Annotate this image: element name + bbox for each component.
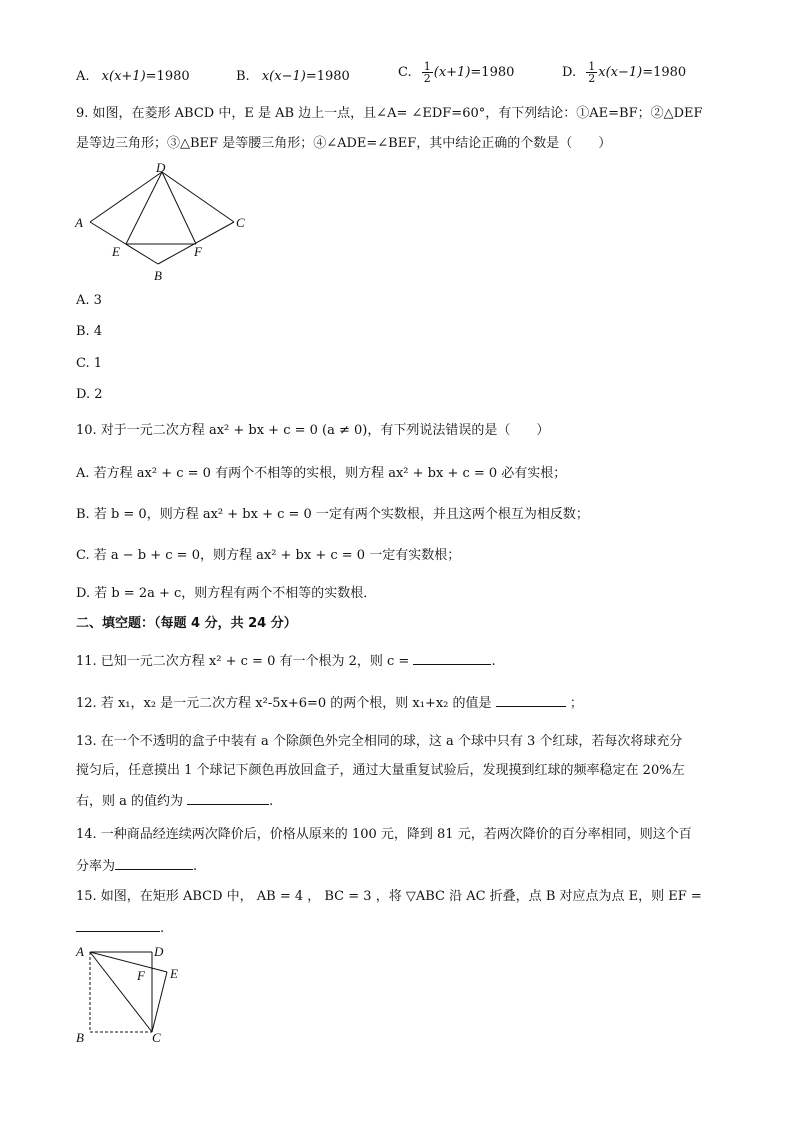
q10-option-d[interactable]: D. 若 b = 2a + c，则方程有两个不相等的实数根．	[76, 586, 377, 601]
edge-de	[126, 172, 162, 244]
q9-option-a[interactable]: A. 3	[76, 293, 102, 308]
q14-line2: 分率为 .	[76, 855, 197, 877]
fraction: $\frac{1}{2}$	[423, 60, 431, 85]
edge-ab	[90, 222, 158, 264]
fraction: $\frac{1}{2}$	[588, 60, 596, 85]
edge-df	[162, 172, 196, 244]
q11: 11. 已知一元二次方程 x² + c = 0 有一个根为 2，则 c = .	[76, 650, 496, 672]
q15-line1: 15. 如图，在矩形 ABCD 中， AB = 4 ， BC = 3 ，将 ▽ABC 沿 AC 折叠，点 B 对应点为点 E，则 EF =	[76, 889, 702, 904]
q13-line3: 右，则 a 的值约为 .	[76, 790, 273, 812]
q9-rhombus-figure	[70, 160, 260, 285]
q9-option-c[interactable]: C. 1	[76, 356, 103, 371]
q9-option-d[interactable]: D. 2	[76, 387, 103, 402]
q15-line2: .	[76, 917, 164, 939]
q9-option-b[interactable]: B. 4	[76, 324, 103, 339]
section-heading: 二、填空题：（每题 4 分，共 24 分）	[76, 616, 297, 631]
label-a: A	[75, 215, 83, 230]
q8-option-c[interactable]: C. $\frac{1}{2}$ (x+1)=1980	[398, 60, 515, 85]
label-d: D	[154, 944, 164, 959]
q8-option-a[interactable]: A. x(x+1)=1980	[76, 69, 190, 84]
edge-dc	[162, 172, 234, 222]
q13-line2: 搅匀后，任意摸出 1 个球记下颜色再放回盒子，通过大量重复试验后，发现摸到红球的频率稳定在 20%左	[76, 763, 685, 778]
q8-option-d[interactable]: D. $\frac{1}{2}$ x(x−1)=1980	[562, 60, 687, 85]
q15-rectangle-figure	[70, 938, 200, 1050]
label-e: E	[170, 966, 178, 981]
q12-answer-blank[interactable]	[496, 692, 566, 707]
q10-option-a[interactable]: A. 若方程 ax² + c = 0 有两个不相等的实根，则方程 ax² + bx + c = 0 必有实根；	[76, 466, 567, 481]
q8-options	[76, 60, 716, 90]
q9-stem-line2: 是等边三角形；③△BEF 是等腰三角形；④∠ADE=∠BEF，其中结论正确的个数是（ ）	[76, 136, 612, 151]
q11-answer-blank[interactable]	[413, 650, 491, 665]
q10-option-b[interactable]: B. 若 b = 0，则方程 ax² + bx + c = 0 一定有两个实数根，并且这两个根互为相反数；	[76, 507, 589, 522]
q14-answer-blank[interactable]	[115, 855, 193, 870]
label-f: F	[137, 968, 145, 983]
label-f: F	[194, 244, 202, 259]
q10-option-c[interactable]: C. 若 a − b + c = 0，则方程 ax² + bx + c = 0 一定有实数根；	[76, 548, 461, 563]
edge-ec	[152, 972, 167, 1032]
label-c: C	[152, 1030, 161, 1045]
q13-line1: 13. 在一个不透明的盒子中装有 a 个除颜色外完全相同的球，这 a 个球中只有 3 个红球，若每次将球充分	[76, 734, 683, 749]
label-e: E	[112, 244, 120, 259]
edge-ad	[90, 172, 162, 222]
q13-answer-blank[interactable]	[187, 790, 269, 805]
q9-stem-line1: 9. 如图，在菱形 ABCD 中，E 是 AB 边上一点，且∠A= ∠EDF=60°，有下列结论：①AE=BF；②△DEF	[76, 106, 703, 121]
q8-option-b[interactable]: B. x(x−1)=1980	[236, 69, 350, 84]
diagonal-ac	[90, 952, 152, 1032]
q15-answer-blank[interactable]	[76, 917, 160, 932]
q10-stem: 10. 对于一元二次方程 ax² + bx + c = 0 (a ≠ 0)，有下列说法错误的是（ ）	[76, 423, 550, 438]
label-a: A	[76, 944, 84, 959]
label-b: B	[76, 1030, 84, 1045]
label-c: C	[236, 215, 245, 230]
q12: 12. 若 x₁，x₂ 是一元二次方程 x²-5x+6=0 的两个根，则 x₁+x₂ 的值是 ；	[76, 692, 583, 714]
label-d: D	[156, 160, 166, 175]
q14-line1: 14. 一种商品经连续两次降价后，价格从原来的 100 元，降到 81 元，若两次降价的百分率相同，则这个百	[76, 827, 692, 842]
label-b: B	[154, 268, 162, 283]
